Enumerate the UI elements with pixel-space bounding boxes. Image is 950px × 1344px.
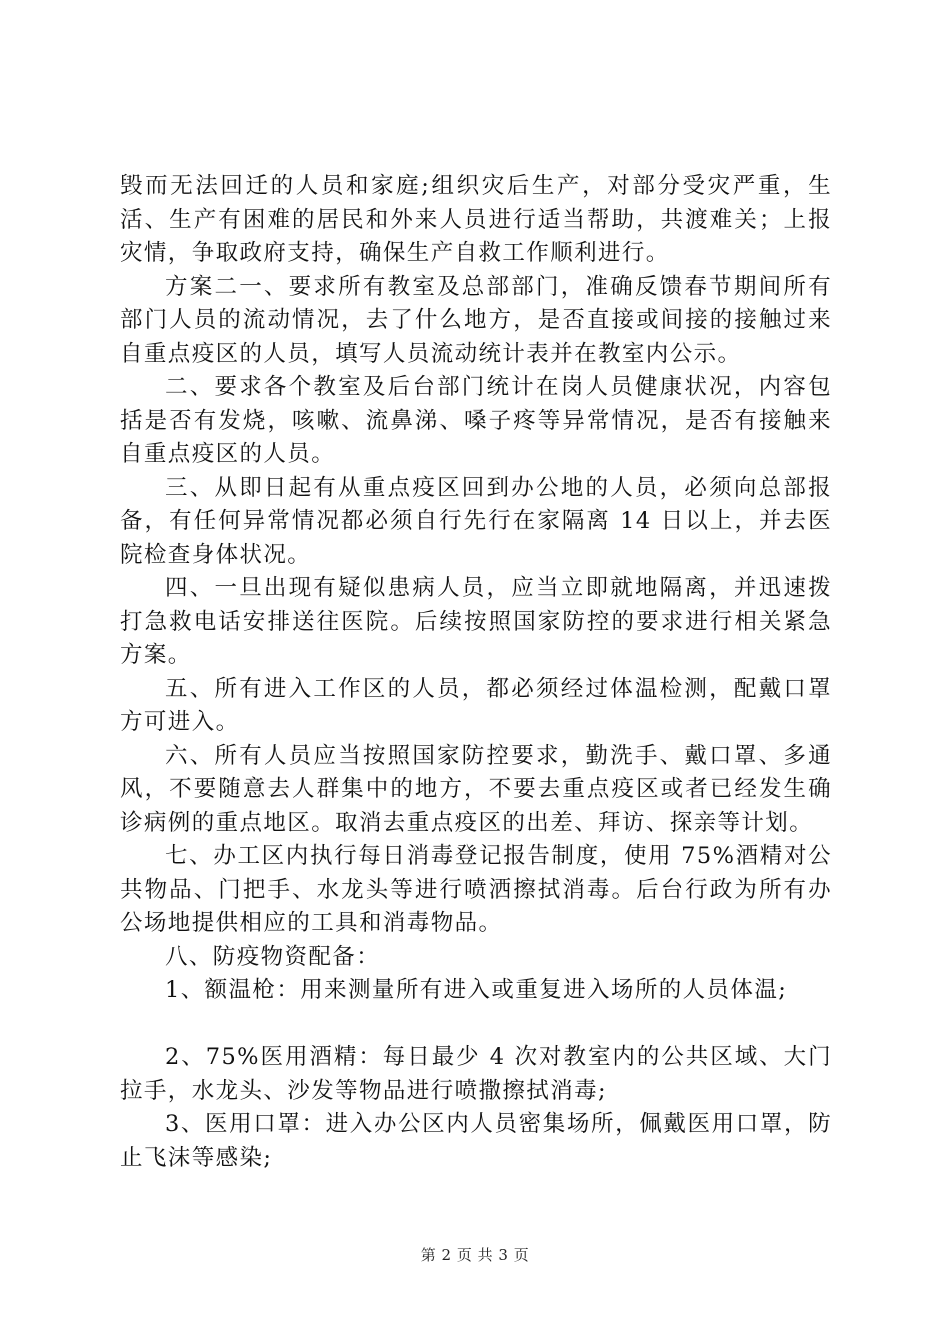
paragraph-item-two: 二、要求各个教室及后台部门统计在岗人员健康状况，内容包括是否有发烧，咳嗽、流鼻涕、嗓子疼等异常情况，是否有接触来自重点疫区的人员。	[120, 374, 832, 467]
paragraph-plan-two-item-one: 方案二一、要求所有教室及总部部门，准确反馈春节期间所有部门人员的流动情况，去了什么地方，是否直接或间接的接触过来自重点疫区的人员，填写人员流动统计表并在教室内公示。	[120, 273, 832, 367]
paragraph-item-seven: 七、办工区内执行每日消毒登记报告制度，使用 75%酒精对公共物品、门把手、水龙头等进行喷洒擦拭消毒。后台行政为所有办公场地提供相应的工具和消毒物品。	[120, 843, 832, 936]
supply-item-mask: 3、医用口罩：进入办公区内人员密集场所，佩戴医用口罩，防止飞沫等感染;	[120, 1111, 832, 1171]
paragraph-item-five: 五、所有进入工作区的人员，都必须经过体温检测，配戴口罩方可进入。	[120, 675, 832, 735]
paragraph-item-six: 六、所有人员应当按照国家防控要求，勤洗手、戴口罩、多通风，不要随意去人群集中的地方，不要去重点疫区或者已经发生确诊病例的重点地区。取消去重点疫区的出差、拜访、探亲等计划。	[120, 742, 832, 836]
paragraph-item-three: 三、从即日起有从重点疫区回到办公地的人员，必须向总部报备，有任何异常情况都必须自行先行在家隔离 14 日以上，并去医院检查身体状况。	[120, 474, 832, 568]
supply-item-alcohol: 2、75%医用酒精：每日最少 4 次对教室内的公共区域、大门拉手，水龙头、沙发等物品进行喷撒擦拭消毒;	[120, 1044, 832, 1104]
supply-item-thermometer: 1、额温枪：用来测量所有进入或重复进入场所的人员体温;	[165, 977, 788, 1003]
paragraph-continuation: 毁而无法回迁的人员和家庭;组织灾后生产，对部分受灾严重，生活、生产有困难的居民和外来人员进行适当帮助，共渡难关；上报灾情，争取政府支持，确保生产自救工作顺利进行。	[120, 173, 832, 266]
page-footer: 第 2 页 共 3 页	[420, 1246, 530, 1264]
paragraph-item-eight: 八、防疫物资配备：	[165, 943, 381, 970]
document-body	[120, 170, 832, 1175]
blank-line	[120, 1008, 832, 1042]
paragraph-item-four: 四、一旦出现有疑似患病人员，应当立即就地隔离，并迅速拨打急救电话安排送往医院。后续按照国家防控的要求进行相关紧急方案。	[120, 575, 832, 668]
